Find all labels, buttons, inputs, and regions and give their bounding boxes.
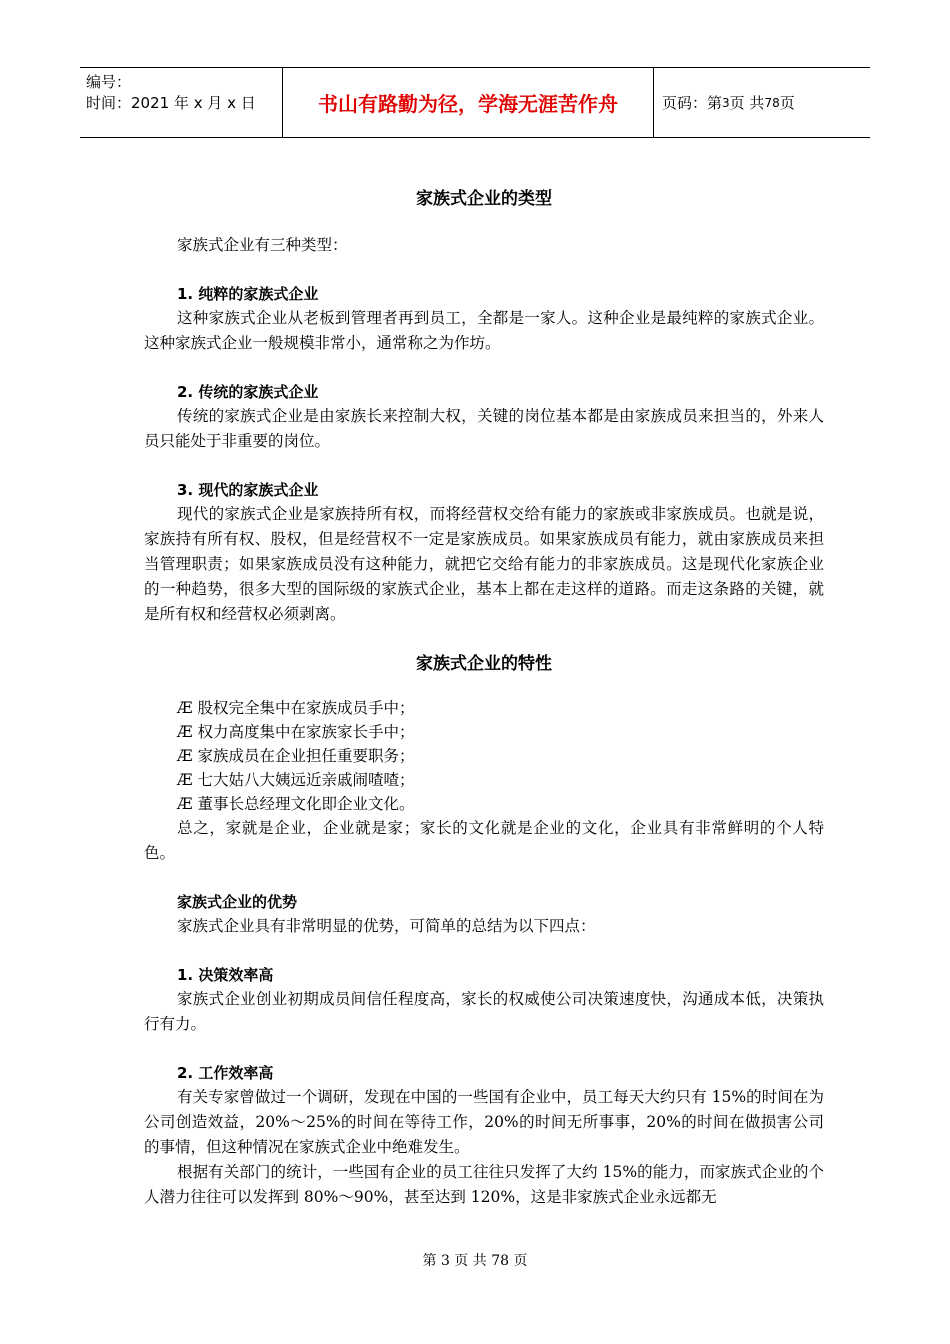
summary-paragraph: 总之，家就是企业，企业就是家；家长的文化就是企业的文化，企业具有非常鲜明的个人特色。 [144, 819, 824, 862]
trait-item: Æ 七大姑八大姨远近亲戚闹喳喳； [177, 771, 415, 789]
date-label: 时间：2021 年 x 月 x 日 [86, 94, 256, 112]
header-info-cell [80, 68, 283, 137]
number-label: 编号： [86, 73, 132, 91]
section-title-traits: 家族式企业的特性 [416, 654, 552, 674]
page-footer: 第 3 页 共 78 页 [422, 1253, 528, 1269]
trait-item: Æ 家族成员在企业担任重要职务； [177, 747, 415, 765]
heading-pure-family: 1. 纯粹的家族式企业 [177, 285, 319, 303]
paragraph-traditional-family: 传统的家族式企业是由家族长来控制大权，关键的岗位基本都是由家族成员来担当的，外来人员只能处于非重要的岗位。 [144, 407, 824, 450]
paragraph-decision-efficiency: 家族式企业创业初期成员间信任程度高，家长的权威使公司决策速度快，沟通成本低，决策执行有力。 [144, 990, 824, 1033]
heading-traditional-family: 2. 传统的家族式企业 [177, 383, 319, 401]
paragraph-modern-family: 现代的家族式企业是家族持所有权，而将经营权交给有能力的家族或非家族成员。也就是说，家族持有所有权、股权，但是经营权不一定是家族成员。如果家族成员有能力，就由家族成员来担当管理职责；如果家族成员没有这种能力，就把它交给有能力的非家族成员。这是现代化家族企业的一种趋势，很多大型的国际级的家族式企业，基本上都在走这样的道路。而走这条路的关键，就是所有权和经营权必须剥离。 [144, 505, 824, 623]
paragraph-work-efficiency-2: 根据有关部门的统计，一些国有企业的员工往往只发挥了大约 15%的能力，而家族式企业的个人潜力往往可以发挥到 80%～90%，甚至达到 120%，这是非家族式企业永远都无 [144, 1163, 824, 1206]
page-total: 78 [764, 95, 780, 110]
paragraph-work-efficiency-1: 有关专家曾做过一个调研，发现在中国的一些国有企业中，员工每天大约只有 15%的时间在为公司创造效益，20%～25%的时间在等待工作，20%的时间无所事事，20%的时间在做损害公司的事情，但这种情况在家族式企业中绝难发生。 [144, 1088, 824, 1156]
heading-work-efficiency: 2. 工作效率高 [177, 1064, 274, 1082]
heading-modern-family: 3. 现代的家族式企业 [177, 481, 319, 499]
page-current: 3 [722, 95, 730, 110]
document-body [144, 184, 824, 1210]
header-motto: 书山有路勤为径，学海无涯苦作舟 [283, 68, 654, 137]
page-label-mid: 页 共 [729, 94, 765, 112]
heading-advantages: 家族式企业的优势 [177, 893, 298, 911]
paragraph-pure-family: 这种家族式企业从老板到管理者再到员工，全都是一家人。这种企业是最纯粹的家族式企业。这种家族式企业一般规模非常小，通常称之为作坊。 [144, 309, 824, 352]
advantages-intro: 家族式企业具有非常明显的优势，可简单的总结为以下四点： [177, 917, 596, 935]
section-title-types: 家族式企业的类型 [416, 189, 552, 209]
trait-item: Æ 股权完全集中在家族成员手中； [177, 699, 415, 717]
trait-item: Æ 董事长总经理文化即企业文化。 [177, 795, 415, 813]
intro-paragraph: 家族式企业有三种类型： [177, 236, 348, 254]
header-table [80, 67, 870, 138]
page-label-suffix: 页 [779, 94, 795, 112]
page-label-prefix: 页码：第 [662, 94, 723, 112]
heading-decision-efficiency: 1. 决策效率高 [177, 966, 274, 984]
header-page-number [654, 68, 870, 137]
trait-item: Æ 权力高度集中在家族家长手中； [177, 723, 415, 741]
